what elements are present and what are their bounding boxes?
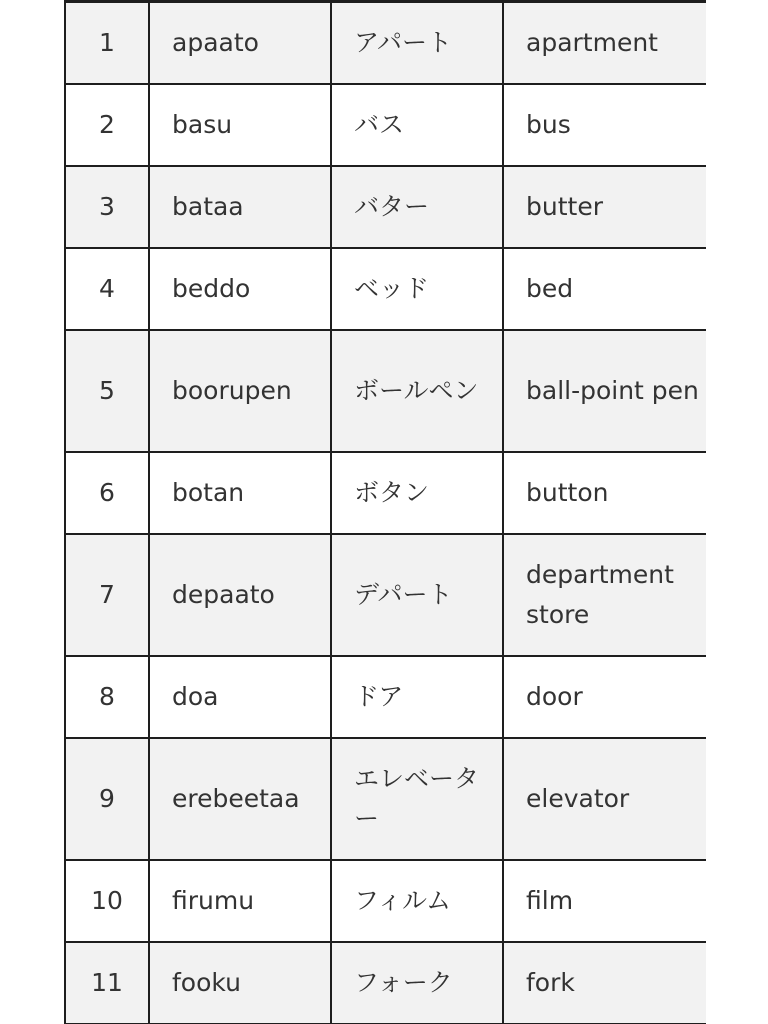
katakana-cell: バス	[331, 84, 503, 166]
table-row	[65, 738, 713, 860]
romaji-cell: beddo	[149, 248, 331, 330]
table-row	[65, 330, 713, 452]
english-cell: fork	[503, 942, 713, 1024]
romaji-cell: doa	[149, 656, 331, 738]
right-margin	[706, 0, 768, 1024]
romaji-cell: boorupen	[149, 330, 331, 452]
romaji-cell: botan	[149, 452, 331, 534]
table-row	[65, 248, 713, 330]
row-number: 3	[65, 166, 149, 248]
row-number: 9	[65, 738, 149, 860]
table-row	[65, 166, 713, 248]
romaji-cell: apaato	[149, 2, 331, 85]
row-number: 2	[65, 84, 149, 166]
katakana-cell: ベッド	[331, 248, 503, 330]
row-number: 10	[65, 860, 149, 942]
table-row	[65, 84, 713, 166]
row-number: 11	[65, 942, 149, 1024]
row-number: 5	[65, 330, 149, 452]
english-cell: bed	[503, 248, 713, 330]
table-row	[65, 2, 713, 85]
romaji-cell: erebeetaa	[149, 738, 331, 860]
english-cell: ball-point pen	[503, 330, 713, 452]
katakana-cell: ボタン	[331, 452, 503, 534]
romaji-cell: basu	[149, 84, 331, 166]
english-cell: butter	[503, 166, 713, 248]
romaji-cell: fooku	[149, 942, 331, 1024]
row-number: 4	[65, 248, 149, 330]
romaji-cell: bataa	[149, 166, 331, 248]
katakana-cell: バター	[331, 166, 503, 248]
katakana-cell: アパート	[331, 2, 503, 85]
katakana-cell: ドア	[331, 656, 503, 738]
romaji-cell: depaato	[149, 534, 331, 656]
table-row	[65, 860, 713, 942]
katakana-cell: エレベーター	[331, 738, 503, 860]
english-cell: film	[503, 860, 713, 942]
romaji-cell: firumu	[149, 860, 331, 942]
english-cell: department store	[503, 534, 713, 656]
katakana-cell: ボールペン	[331, 330, 503, 452]
row-number: 7	[65, 534, 149, 656]
katakana-cell: フィルム	[331, 860, 503, 942]
english-cell: bus	[503, 84, 713, 166]
english-cell: button	[503, 452, 713, 534]
english-cell: apartment	[503, 2, 713, 85]
english-cell: door	[503, 656, 713, 738]
katakana-cell: デパート	[331, 534, 503, 656]
table-row	[65, 656, 713, 738]
katakana-cell: フォーク	[331, 942, 503, 1024]
row-number: 6	[65, 452, 149, 534]
vocabulary-table	[64, 0, 713, 1024]
row-number: 8	[65, 656, 149, 738]
row-number: 1	[65, 2, 149, 85]
table-row	[65, 942, 713, 1024]
table-row	[65, 452, 713, 534]
english-cell: elevator	[503, 738, 713, 860]
table-row	[65, 534, 713, 656]
